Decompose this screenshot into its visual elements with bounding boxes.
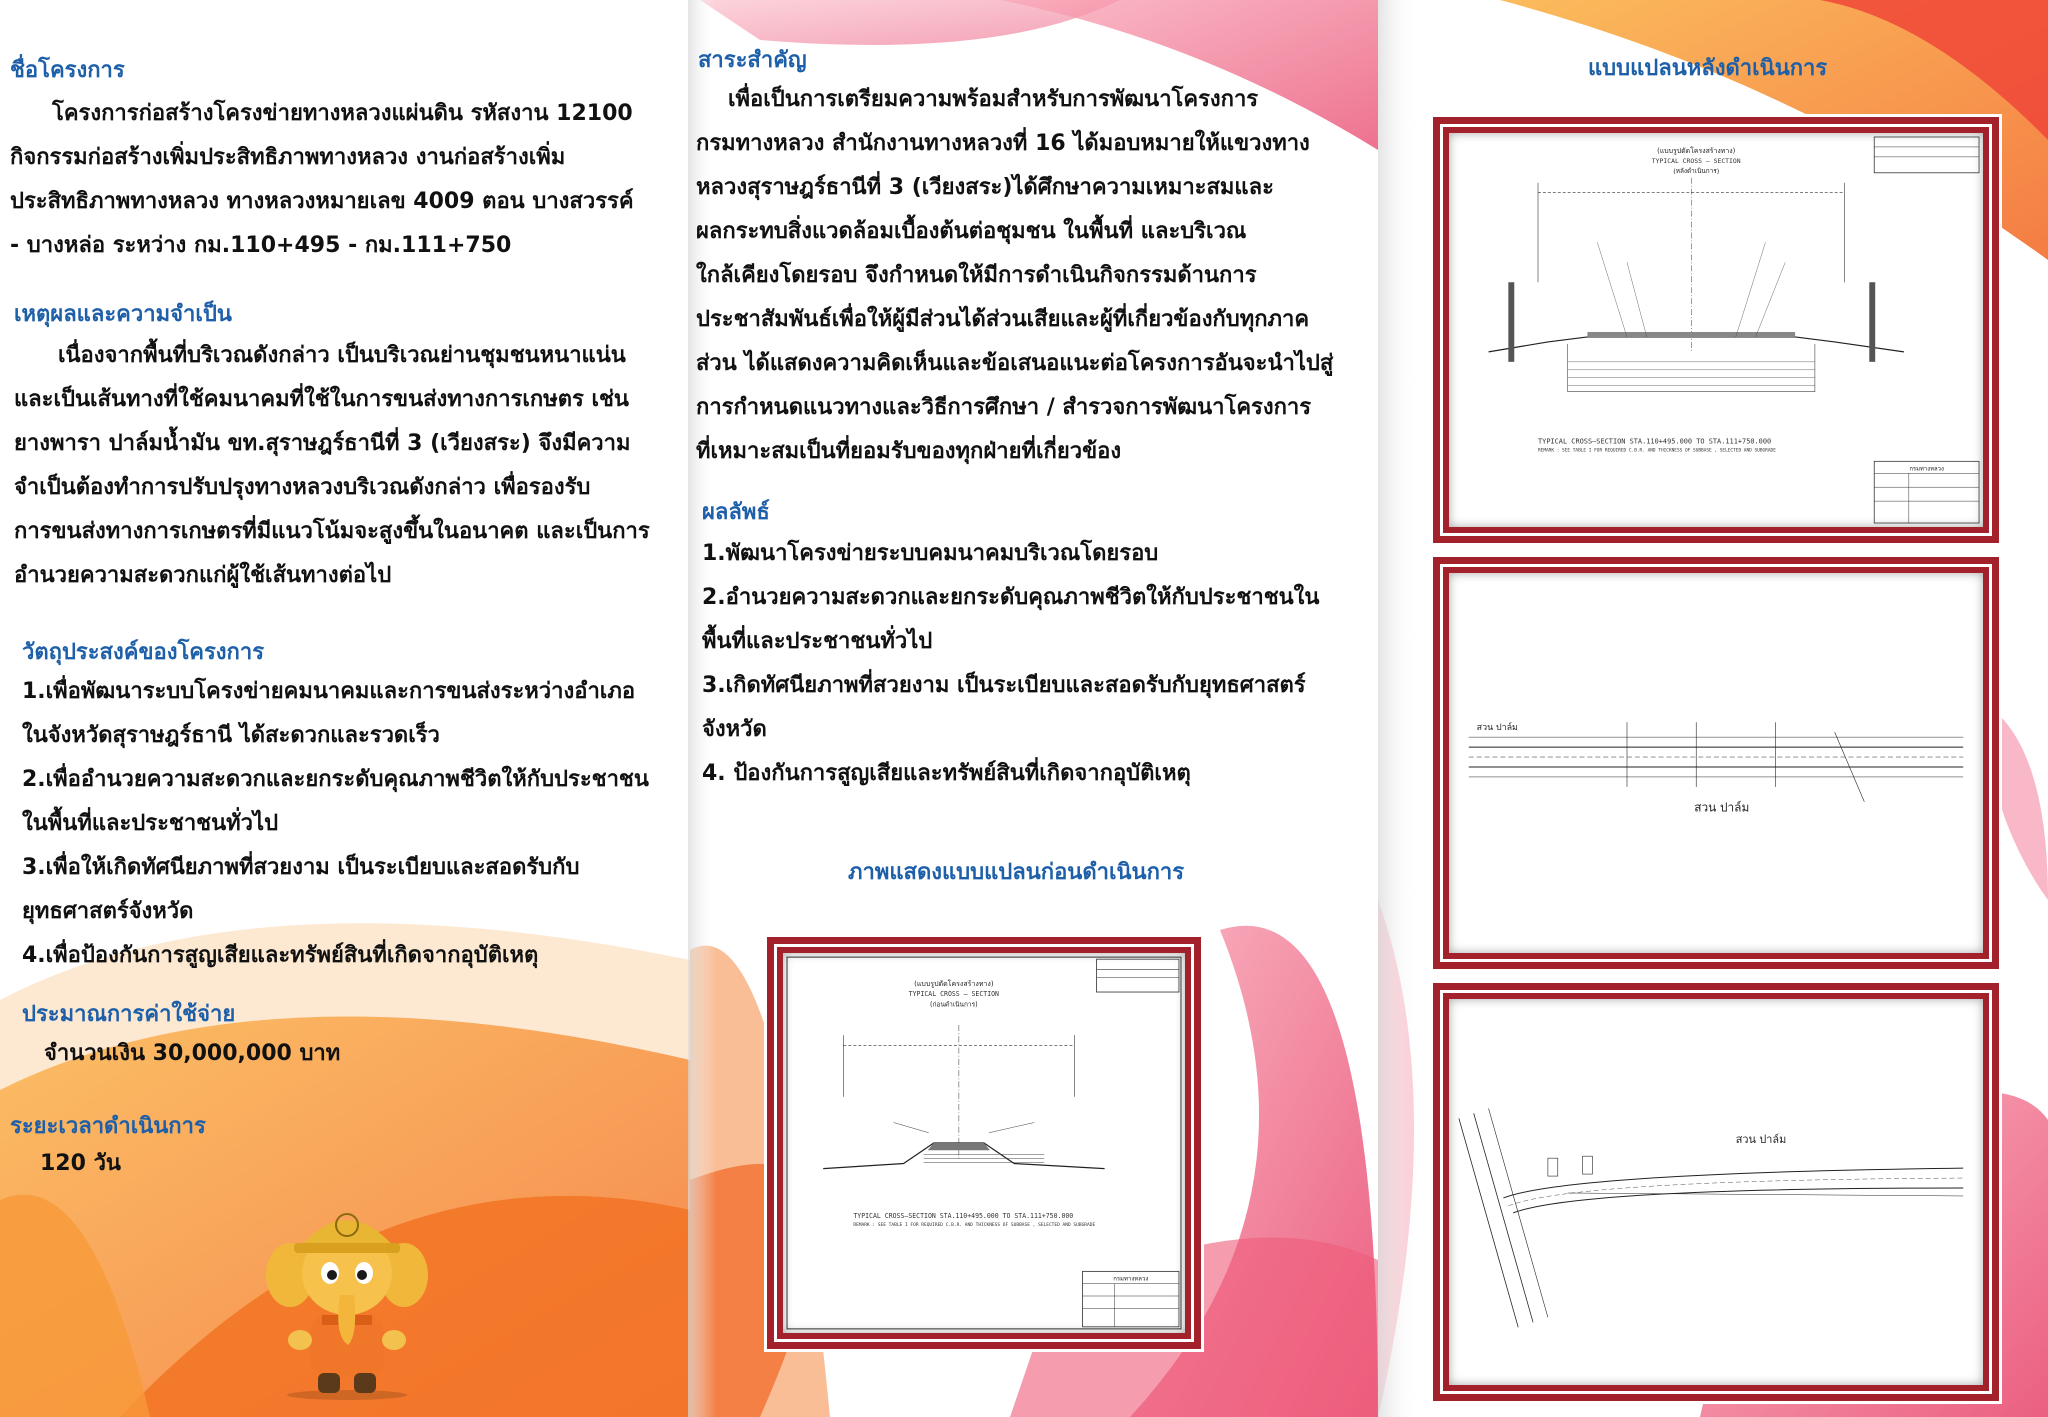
plan-view-frame-1: [1430, 554, 2002, 972]
reason-line: อำนวยความสะดวกแก่ผู้ใช้เส้นทางต่อไป: [14, 563, 392, 588]
summary-text: [696, 78, 1333, 474]
objective-heading: วัตถุประสงค์ของโครงการ: [22, 640, 265, 665]
before-cross-section-drawing: [783, 953, 1185, 1333]
result-line: 3.เกิดทัศนียภาพที่สวยงาม เป็นระเบียบและสอดรับกับยุทธศาสตร์: [702, 673, 1306, 698]
summary-line: ที่เหมาะสมเป็นที่ยอมรับของทุกฝ่ายที่เกี่ยวข้อง: [696, 439, 1122, 464]
after-drawing-remark: REMARK : SEE TABLE I FOR REQUIRED C.B.R. AND THICKNESS OF SUBBASE , SELECTED AND SUBGRADE: [1538, 448, 1776, 454]
before-plan-caption: ภาพแสดงแบบแปลนก่อนดำเนินการ: [848, 860, 1185, 885]
results-list: [702, 532, 1319, 796]
before-title-block: กรมทางหลวง: [1113, 1275, 1149, 1283]
after-drawing-title-th: (แบบรูปตัดโครงสร้างทาง): [1657, 146, 1736, 155]
reason-line: เนื่องจากพื้นที่บริเวณดังกล่าว เป็นบริเวณย่านชุมชนหนาแน่น: [58, 343, 626, 368]
before-drawing-title-en: TYPICAL CROSS – SECTION: [908, 990, 1000, 999]
after-drawing-frame: [1430, 114, 2002, 546]
summary-line: ประชาสัมพันธ์เพื่อให้ผู้มีส่วนได้ส่วนเสียและผู้ที่เกี่ยวข้องกับทุกภาค: [696, 307, 1310, 332]
project-name-line: - บางหล่อ ระหว่าง กม.110+495 - กม.111+750: [10, 233, 512, 258]
duration-value: 120 วัน: [40, 1151, 121, 1176]
duration-heading: ระยะเวลาดำเนินการ: [10, 1114, 206, 1139]
budget-text: [44, 1032, 340, 1076]
elephant-mascot-icon: [262, 1195, 432, 1400]
objective-line: ในจังหวัดสุราษฎร์ธานี ได้สะดวกและรวดเร็ว: [22, 723, 440, 748]
after-drawing-subtitle: (หลังดำเนินการ): [1673, 166, 1720, 175]
summary-line: เพื่อเป็นการเตรียมความพร้อมสำหรับการพัฒนาโครงการ: [728, 87, 1259, 112]
result-line: จังหวัด: [702, 717, 767, 742]
duration-text: [40, 1142, 121, 1186]
reason-text: [14, 334, 650, 598]
before-drawing-subtitle: (ก่อนดำเนินการ): [930, 1000, 978, 1009]
reason-line: การขนส่งทางการเกษตรที่มีแนวโน้มจะสูงขึ้นในอนาคต และเป็นการ: [14, 519, 650, 544]
plan-label-palm-2: สวน ปาล์ม: [1694, 800, 1750, 815]
summary-line: ส่วน ได้แสดงความคิดเห็นและข้อเสนอแนะต่อโครงการอันจะนำไปสู่: [696, 351, 1334, 376]
reason-line: ยางพารา ปาล์มน้ำมัน ขท.สุราษฎร์ธานีที่ 3 (เวียงสระ) จึงมีความ: [14, 431, 631, 456]
project-name-line: โครงการก่อสร้างโครงข่ายทางหลวงแผ่นดิน รหัสงาน 12100: [52, 101, 633, 126]
before-drawing-footer: TYPICAL CROSS–SECTION STA.110+495.000 TO STA.111+750.000: [853, 1211, 1074, 1220]
after-drawing-title-en: TYPICAL CROSS – SECTION: [1651, 156, 1741, 165]
summary-line: การกำหนดแนวทางและวิธีการศึกษา / สำรวจการพัฒนาโครงการ: [696, 395, 1312, 420]
budget-heading: ประมาณการค่าใช้จ่าย: [22, 1002, 236, 1027]
objective-line: 2.เพื่ออำนวยความสะดวกและยกระดับคุณภาพชีวิตให้กับประชาชน: [22, 767, 649, 792]
summary-heading: สาระสำคัญ: [698, 48, 807, 73]
reason-line: และเป็นเส้นทางที่ใช้คมนาคมที่ใช้ในการขนส่งทางการเกษตร เช่น: [14, 387, 629, 412]
summary-line: ใกล้เคียงโดยรอบ จึงกำหนดให้มีการดำเนินกิจกรรมด้านการ: [696, 263, 1257, 288]
result-line: 2.อำนวยความสะดวกและยกระดับคุณภาพชีวิตให้กับประชาชนใน: [702, 585, 1320, 610]
after-plan-heading: แบบแปลนหลังดำเนินการ: [1588, 56, 1828, 81]
objective-line: 1.เพื่อพัฒนาระบบโครงข่ายคมนาคมและการขนส่งระหว่างอำเภอ: [22, 679, 636, 704]
summary-line: ผลกระทบสิ่งแวดล้อมเบื้องต้นต่อชุมชน ในพื้นที่ และบริเวณ: [696, 219, 1247, 244]
after-drawing-footer: TYPICAL CROSS–SECTION STA.110+495.000 TO STA.111+750.000: [1538, 437, 1772, 446]
after-title-block: กรมทางหลวง: [1909, 465, 1944, 473]
before-drawing-frame: [764, 934, 1204, 1352]
plan-label-palm-1: สวน ปาล์ม: [1476, 723, 1518, 734]
objective-list: [22, 670, 649, 978]
project-name-text: [10, 92, 634, 268]
after-cross-section-drawing: [1449, 133, 1983, 527]
project-name-heading: ชื่อโครงการ: [10, 58, 125, 83]
reason-heading: เหตุผลและความจำเป็น: [14, 302, 232, 327]
budget-value: จำนวนเงิน 30,000,000 บาท: [44, 1041, 341, 1066]
plan-view-drawing-2: [1449, 999, 1983, 1385]
reason-line: จำเป็นต้องทำการปรับปรุงทางหลวงบริเวณดังกล่าว เพื่อรองรับ: [14, 475, 591, 500]
plan-view-drawing-1: [1449, 573, 1983, 953]
middle-panel: [688, 0, 1378, 1417]
objective-line: 3.เพื่อให้เกิดทัศนียภาพที่สวยงาม เป็นระเบียบและสอดรับกับ: [22, 855, 580, 880]
plan-label-palm-3: สวน ปาล์ม: [1735, 1133, 1787, 1147]
result-line: พื้นที่และประชาชนทั่วไป: [702, 629, 933, 654]
result-line: 4. ป้องกันการสูญเสียและทรัพย์สินที่เกิดจากอุบัติเหตุ: [702, 761, 1191, 786]
result-line: 1.พัฒนาโครงข่ายระบบคมนาคมบริเวณโดยรอบ: [702, 541, 1159, 566]
objective-line: 4.เพื่อป้องกันการสูญเสียและทรัพย์สินที่เกิดจากอุบัติเหตุ: [22, 943, 539, 968]
summary-line: กรมทางหลวง สำนักงานทางหลวงที่ 16 ได้มอบหมายให้แขวงทาง: [696, 131, 1310, 156]
before-drawing-title-th: (แบบรูปตัดโครงสร้างทาง): [914, 978, 994, 988]
project-name-line: ประสิทธิภาพทางหลวง ทางหลวงหมายเลข 4009 ตอน บางสวรรค์: [10, 189, 634, 214]
summary-line: หลวงสุราษฎร์ธานีที่ 3 (เวียงสระ)ได้ศึกษาความเหมาะสมและ: [696, 175, 1274, 200]
objective-line: ในพื้นที่และประชาชนทั่วไป: [22, 811, 279, 836]
plan-view-frame-2: [1430, 980, 2002, 1404]
results-heading: ผลลัพธ์: [702, 500, 770, 525]
objective-line: ยุทธศาสตร์จังหวัด: [22, 899, 194, 924]
right-panel: [1378, 0, 2048, 1417]
project-name-line: กิจกรรมก่อสร้างเพิ่มประสิทธิภาพทางหลวง งานก่อสร้างเพิ่ม: [10, 145, 566, 170]
before-drawing-remark: REMARK : SEE TABLE I FOR REQUIRED C.B.R. AND THICKNESS OF SUBBASE , SELECTED AND SUBGRADE: [853, 1223, 1096, 1229]
